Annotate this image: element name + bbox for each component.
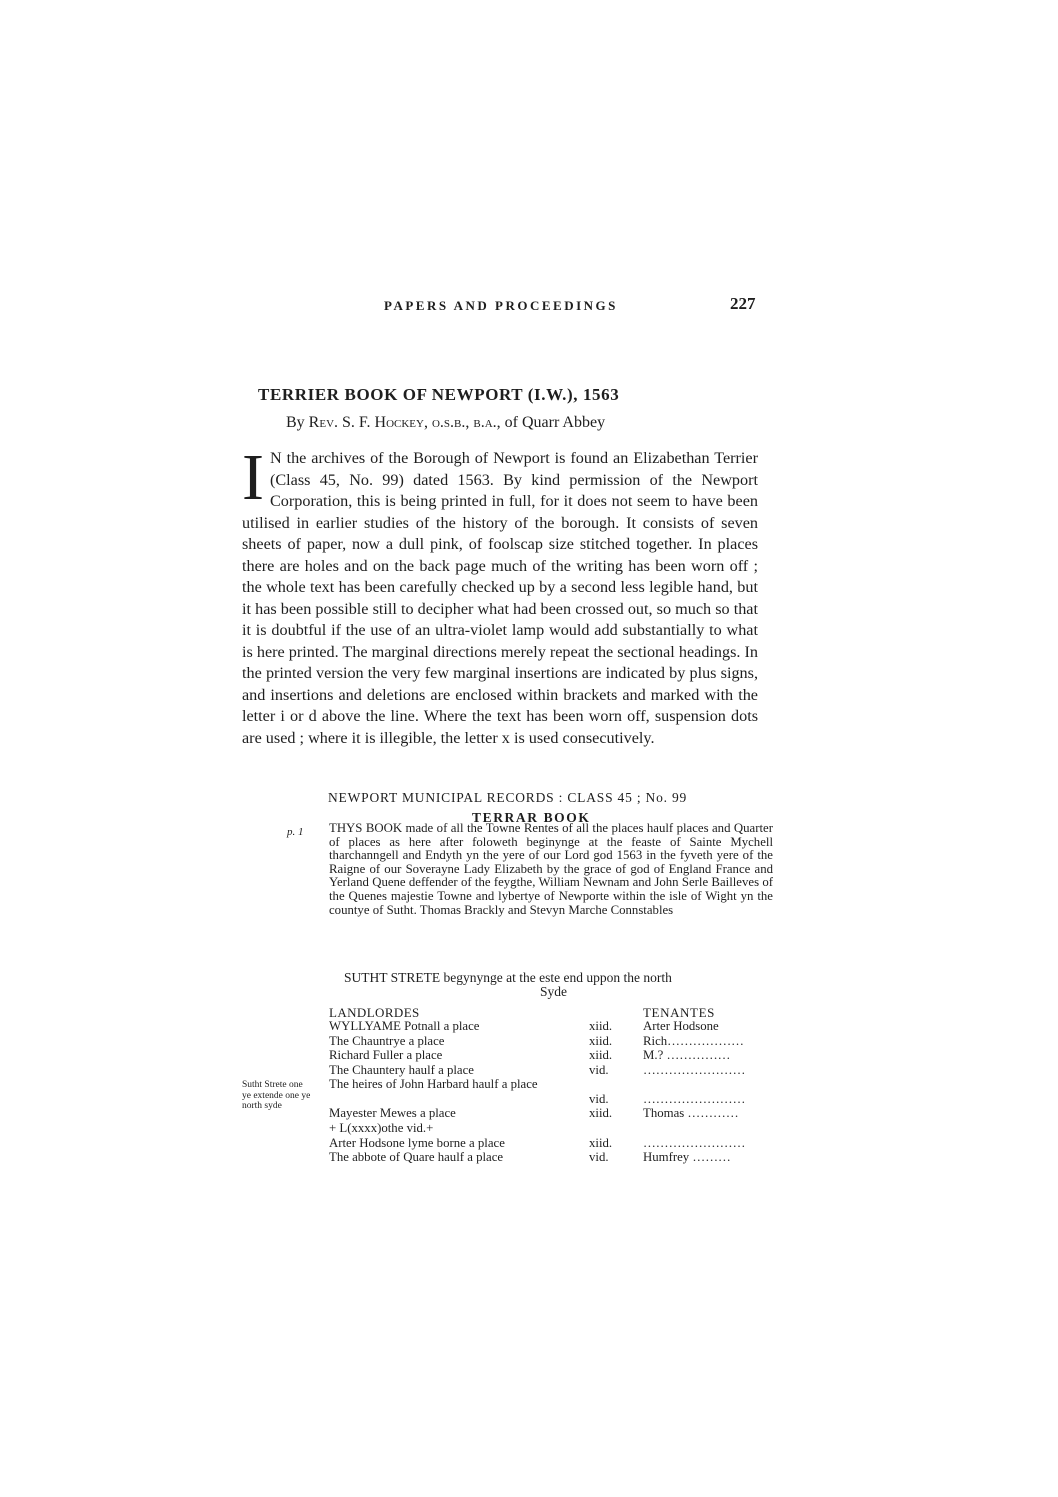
ledger-row [329, 1077, 779, 1106]
tenant-cell: Thomas ………… [643, 1106, 739, 1121]
article-byline [286, 414, 605, 432]
landlord-cell: + L(xxxx)othe vid.+ [329, 1120, 434, 1135]
running-head-title: PAPERS AND PROCEEDINGS [384, 298, 618, 313]
rent-cell: vid. [589, 1062, 609, 1077]
records-heading: NEWPORT MUNICIPAL RECORDS : CLASS 45 ; No. 99 [328, 790, 688, 805]
landlord-cell: Richard Fuller a place [329, 1048, 443, 1063]
rent-cell: vid. [589, 1091, 609, 1106]
rent-cell: xiid. [589, 1106, 613, 1121]
landlord-cell: The Chauntery haulf a place [329, 1062, 474, 1077]
landlord-cell: Mayester Mewes a place [329, 1106, 456, 1121]
landlord-cell: Arter Hodsone lyme borne a place [329, 1135, 505, 1150]
rent-cell: vid. [589, 1150, 609, 1165]
tenant-cell: Rich……………… [643, 1033, 744, 1048]
intro-text: N the archives of the Borough of Newport is found an Elizabethan Terrier (Class 45, No. 99) dated 1563. By kind permission of the Newport Corporation, this is being printed in full, for it does not seem to have been utilised in earlier studies of the history of the borough. It consists of seven sheets of paper, now a dull pink, of foolscap size stitched together. In places there are holes and on the back page much of the writing has been worn off ; the whole text has been carefully checked up by a second less legible hand, but it has been possible still to decipher what had been crossed out, so much so that it is doubtful if the use of an ultra-violet lamp would add substantially to what is here printed. The marginal directions merely repeat the sectional headings. In the printed version the very few marginal insertions are indicated by plus signs, and insertions and deletions are enclosed within brackets and marked with the letter i or d above the line. Where the text has been worn off, suspension dots are used ; where it is illegible, the letter x is used consecutively. [242, 449, 758, 747]
tenant-cell: …………………… [643, 1091, 746, 1106]
intro-paragraph [242, 441, 758, 749]
ledger-row [329, 1063, 779, 1078]
landlord-cell: The heires of John Harbard haulf a place [329, 1077, 538, 1092]
byline-author: Rev. S. F. Hockey, o.s.b., b.a., [308, 414, 501, 431]
byline-suffix: of Quarr Abbey [500, 414, 606, 431]
ledger-row [329, 1048, 779, 1063]
column-header-landlords: LANDLORDES [329, 1005, 420, 1020]
tenant-cell: M.? …………… [643, 1048, 731, 1063]
tenant-cell: …………………… [643, 1135, 746, 1150]
rent-cell: xiid. [589, 1033, 613, 1048]
ledger-table [329, 1019, 779, 1165]
column-header-tenants: TENANTES [643, 1005, 715, 1020]
page-marker: p. 1 [287, 826, 304, 838]
drop-cap: I [242, 441, 264, 514]
rent-cell: xiid. [589, 1135, 613, 1150]
section-heading-line2: Syde [540, 984, 567, 999]
terrar-book-heading: TERRAR BOOK [472, 810, 591, 825]
landlord-cell: The Chauntrye a place [329, 1033, 445, 1048]
rent-cell: xiid. [589, 1048, 613, 1063]
section-heading [344, 971, 784, 999]
margin-note: Sutht Strete one ye extende one ye north syde [242, 1080, 311, 1111]
article-title: TERRIER BOOK OF NEWPORT (I.W.), 1563 [258, 385, 620, 404]
ledger-row [329, 1150, 779, 1165]
ledger-row [329, 1136, 779, 1151]
landlord-cell: WYLLYAME Potnall a place [329, 1019, 480, 1033]
ledger-row [329, 1121, 779, 1136]
ledger-row [329, 1106, 779, 1121]
ledger-row [329, 1034, 779, 1049]
tenant-cell: …………………… [643, 1062, 746, 1077]
landlord-cell: The abbote of Quare haulf a place [329, 1150, 504, 1165]
section-heading-line1: SUTHT STRETE begynynge at the este end uppon the north [344, 970, 672, 985]
ledger-row [329, 1019, 779, 1034]
page-number: 227 [730, 294, 756, 313]
byline-prefix: By [286, 414, 309, 431]
tenant-cell: Humfrey ……… [643, 1150, 731, 1165]
tenant-cell: Arter Hodsone [643, 1019, 719, 1033]
record-transcript: THYS BOOK made of all the Towne Rentes of all the places haulf places and Quarter of places as here after foloweth beginynge at the feaste of Sainte Mychell tharchanngell and Endyth yn the yere of our Lord god 1563 in the fyveth yere of the Raigne of our Soverayne Lady Elizabeth by the grace of god of England France and Yerland Quene deffender of the feygthe, William Newnam and John Serle Bailleves of the Quenes majestie Towne and lybertye of Newporte within the isle of Wight yn the countye of Sutht. Thomas Brackly and Stevyn Marche Connstables [329, 821, 773, 917]
rent-cell: xiid. [589, 1019, 613, 1033]
